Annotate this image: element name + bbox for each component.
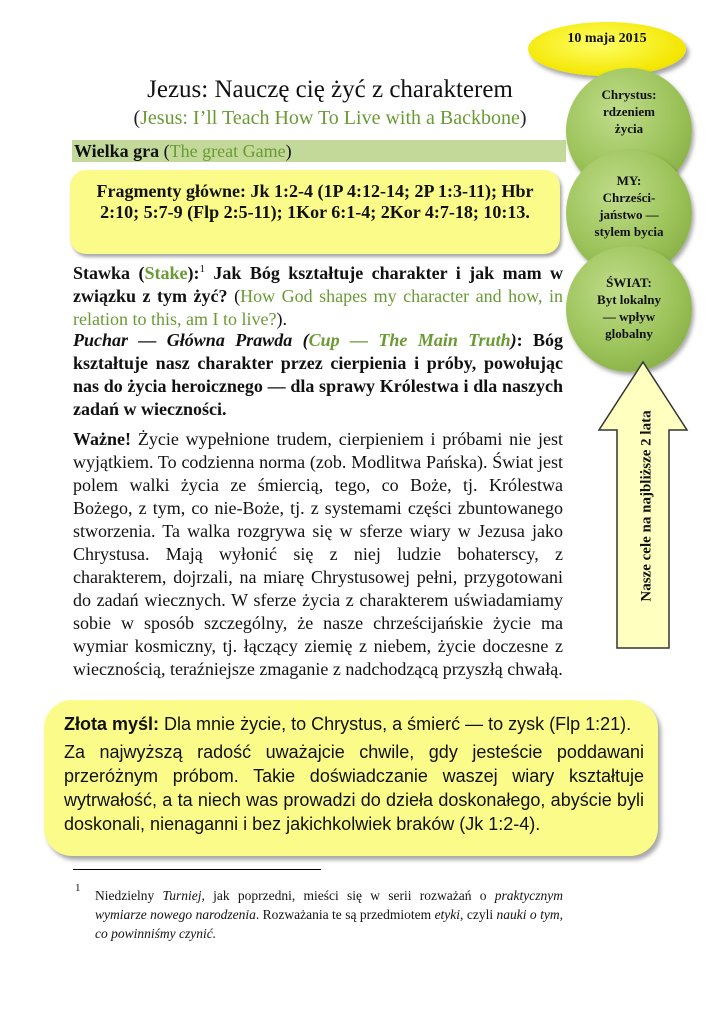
arrow-label-text: Nasze cele na najbliższe 2 lata — [638, 410, 655, 602]
circle-line: Byt lokalny — [597, 292, 661, 307]
fragments-box — [70, 170, 560, 254]
footnote-text: Niedzielny Turniej, jak poprzedni, mieści się w serii rozważań o praktycznym wymiarze nowego narodzenia. Rozważania te są przedmiotem etyki, czyli nauki o tym, co powinniśmy czynić. — [95, 888, 563, 941]
paren-close: ) — [519, 107, 527, 129]
cup-paragraph: Puchar — Główna Prawda (Cup — The Main Truth): Bóg kształtuje nasz charakter przez cierpienia i próby, powołując nas do życia heroicznego — dla sprawy Królestwa i dla naszych zadań w wieczności. — [73, 330, 564, 419]
stake-label: Stawka — [73, 263, 131, 283]
circle-line: życia — [614, 121, 644, 136]
circle-line: jaństwo — — [599, 207, 659, 222]
circle-line: Chrystus: — [601, 87, 657, 102]
paren-open: ( — [133, 107, 141, 129]
fragments-text: Fragmenty główne: Jk 1:2-4 (1P 4:12-14; 2P 1:3-11); Hbr 2:10; 5:7-9 (Flp 2:5-11); 1Kor 6:1-4; 2Kor 4:7-18; 10:13. — [96, 181, 534, 222]
section-heading: Wielka gra (The great Game) — [72, 140, 566, 162]
golden-text: Dla mnie życie, to Chrystus, a śmierć — to zysk (Flp 1:21). — [164, 714, 632, 734]
page-title: Jezus: Nauczę cię żyć z charakterem — [147, 76, 513, 103]
golden-paragraph: Za najwyższą radość uważajcie chwile, gdy jesteście poddawani przeróżnym próbom. Takie doświadczanie waszej wiary kształtuje wytrwałość, a ta niech was prowadzi do dzieła doskonałego, abyście byli doskonali, nienaganni i bez jakichkolwiek braków (Jk 1:2-4). — [64, 742, 644, 834]
circle-line: — wpływ — [602, 309, 656, 324]
page-subtitle — [100, 107, 560, 130]
footnote-number: 1 — [75, 882, 81, 894]
important-text: Życie wypełnione trudem, cierpieniem i próbami nie jest wyjątkiem. To codzienna norma (zob. Modlitwa Pańska). Świat jest polem walki życia ze śmiercią, tego, co Boże, tj. Królestwa Bożego, z tym, co nie-Boże, tj. z systemami części zbuntowanego stworzenia. Ta walka rozgrywa się w sferze wiary w Jezusa jako Chrystusa. Mają wyłonić się z niej ludzie bohaterscy, z charakterem, dojrzali, na miarę Chrystusowej pełni, przygotowani do zadań wiecznych. W sferze życia z charakterem uświadamiamy sobie w sposób szczególny, że nasze chrześcijańskie życie ma wymiar kosmiczny, tj. łączący ziemię z niebem, życie doczesne z wiecznością, teraźniejsze zmaganie z nadchodzącą przyszłą chwałą. — [73, 429, 563, 679]
circle-line: Chrześci- — [602, 190, 656, 205]
circle-line: stylem bycia — [594, 224, 664, 239]
footnote-divider — [73, 869, 321, 870]
cup-text: Bóg kształtuje nasz charakter przez cierpienia i próby, powołując nas do życia heroicznego — dla sprawy Królestwa i dla naszych zadań w wieczności. — [73, 330, 564, 419]
circle-world — [566, 246, 692, 372]
golden-thought-line — [64, 712, 644, 736]
circle-line: ŚWIAT: — [606, 275, 652, 290]
stake-question: Jak Bóg kształtuje charakter i jak mam w związku z tym żyć? — [73, 263, 564, 306]
date-badge — [528, 22, 686, 76]
section-title: Wielka gra — [74, 141, 160, 161]
stake-label-en: Stake — [144, 263, 188, 283]
stake-question-en: How God shapes my character and how, in relation to this, am I to live? — [73, 286, 563, 329]
circle-line: globalny — [605, 326, 653, 341]
important-label: Ważne! — [73, 429, 131, 449]
subtitle-text: Jesus: I’ll Teach How To Live with a Backbone — [140, 107, 520, 129]
golden-label: Złota myśl: — [64, 714, 160, 734]
circle-line: MY: — [616, 173, 642, 188]
circle-line: rdzeniem — [603, 104, 655, 119]
stake-paragraph: Stawka (Stake):$^1$ Jak Bóg kształtuje charakter i jak mam w związku z tym żyć? (How God shapes my character and how, in relation to this, am I to live?). — [73, 263, 564, 329]
golden-thought-box — [44, 700, 658, 856]
section-translation: The great Game — [169, 141, 286, 161]
cup-label: Puchar — Główna Prawda — [73, 330, 293, 350]
date-text: 10 maja 2015 — [567, 31, 647, 46]
important-paragraph — [73, 428, 563, 681]
arrow-label — [623, 362, 671, 650]
cup-label-en: Cup — The Main Truth — [308, 330, 511, 350]
footnote-ref: 1 — [199, 263, 205, 275]
